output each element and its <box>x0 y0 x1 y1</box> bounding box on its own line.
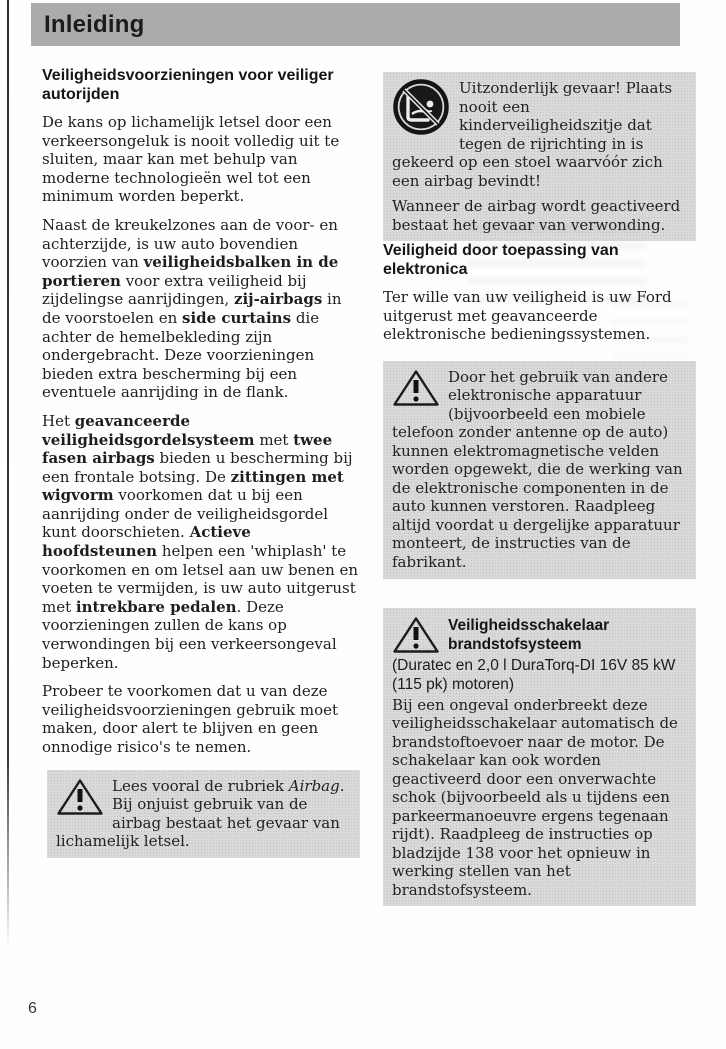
electronics-warning-box <box>383 361 696 579</box>
no-rear-facing-child-seat-icon <box>392 79 450 135</box>
chapter-title: Inleiding <box>44 11 145 38</box>
warning-text: Uitzonderlijk gevaar! Plaats nooit een kinderveiligheidszitje dat tegen de rijrichting in is gekeerd op een stoel waarvóór zich een airbag bevindt! <box>392 79 673 190</box>
section-heading-safety-features: Veiligheidsvoorzieningen voor veiliger autorijden <box>42 67 334 103</box>
page-number: 6 <box>28 1000 37 1017</box>
warning-text: Bij een ongeval onderbreekt deze veiligheidsschakelaar automatisch de brandstoftoevoer naar de motor. De schakelaar kan ook worden geactiveerd door een onverwachte schok (bijvoorbeeld als u tijdens een parkeermanoeuvre ergens tegenaan rijdt). Raadpleeg de instructies op bladzijde 138 voor het opnieuw in werking stellen van het brandstofsysteem. <box>392 695 678 899</box>
paragraph-crumple-zones: Naast de kreukelzones aan de voor- en achterzijde, is uw auto bovendien voorzien van veiligheidsbalken in de portieren voor extra veiligheid bij zijdelingse aanrijdingen, zij-airbags in de voorstoelen en side curtains die achter de hemelbekleding zijn ondergebracht. Deze voorzieningen bieden extra bescherming bij een eventuele aanrijding in de flank. <box>42 215 342 402</box>
section-heading-electronics: Veiligheid door toepassing van elektronica <box>383 242 619 278</box>
warning-triangle-icon <box>56 778 104 816</box>
warning-text-secondary: Wanneer de airbag wordt geactiveerd bestaat het gevaar van verwonding. <box>392 197 681 234</box>
paragraph-electronics-intro: Ter wille van uw veiligheid is uw Ford uitgerust met geavanceerde elektronische bedieningssystemen. <box>383 288 672 344</box>
warning-engine-subtitle: (Duratec en 2,0 l DuraTorq-DI 16V 85 kW (115 pk) motoren) <box>392 656 676 694</box>
warning-triangle-icon <box>392 616 440 654</box>
child-seat-warning-box <box>383 72 696 241</box>
page-binding-edge <box>7 0 9 948</box>
paragraph-crash-risk: De kans op lichamelijk letsel door een verkeersongeluk is nooit volledig uit te sluiten, maar kan met behulp van moderne technologieën wel tot een minimum worden beperkt. <box>42 113 340 206</box>
paragraph-stay-alert: Probeer te voorkomen dat u van deze veiligheidsvoorzieningen gebruik moet maken, door alert te blijven en geen onnodige risico's te nemen. <box>42 682 339 756</box>
chapter-header-bar <box>31 3 680 46</box>
left-column <box>42 66 363 858</box>
fuel-cutoff-warning-box <box>383 608 696 907</box>
warning-triangle-icon <box>392 369 440 407</box>
warning-title-line2: brandstofsysteem <box>448 635 582 653</box>
warning-title-line1: Veiligheidsschakelaar <box>448 616 610 634</box>
warning-text: Lees vooral de rubriek Airbag. Bij onjuist gebruik van de airbag bestaat het gevaar van lichamelijk letsel. <box>56 776 345 851</box>
paragraph-seatbelt-system: Het geavanceerde veiligheidsgordelsysteem met twee fasen airbags bieden u bescherming bij een frontale botsing. De zittingen met wigvorm voorkomen dat u bij een aanrijding onder de veiligheidsgordel kunt doorschieten. Actieve hoofdsteunen helpen een 'whiplash' te voorkomen en om letsel aan uw benen en voeten te vermijden, is uw auto uitgerust met intrekbare pedalen. Deze voorzieningen zullen de kans op verwondingen bij een verkeersongeval beperken. <box>42 411 359 672</box>
airbag-read-warning-box <box>47 770 360 858</box>
right-column <box>383 72 696 906</box>
warning-text: Door het gebruik van andere elektronische apparatuur (bijvoorbeeld een mobiele telefoon zonder antenne op de auto) kunnen elektromagnetische velden worden opgewekt, die de werking van de elektronische componenten in de auto kunnen verstoren. Raadpleeg altijd voordat u dergelijke apparatuur monteert, de instructies van de fabrikant. <box>392 367 683 571</box>
